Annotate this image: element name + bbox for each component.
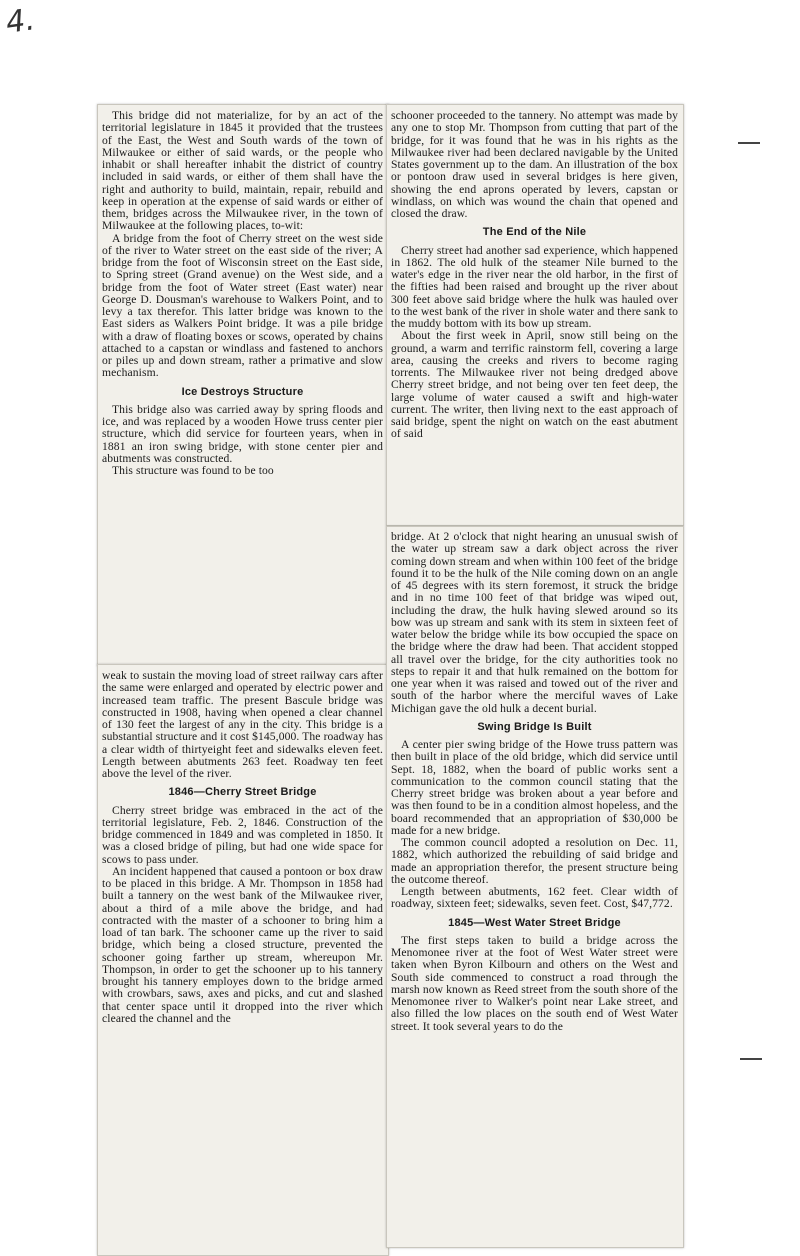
margin-mark-bottom bbox=[740, 1058, 762, 1060]
paragraph: A center pier swing bridge of the Howe truss pattern was then built in place of the old bridge, which did service until Sept. 18, 1882, when the board of public works sent a communication to the common council stating that the Cherry street bridge was broken about a year before and was then found to be in a condition almost hopeless, and the board recommended that an appropriation of $30,000 be made for a new bridge. bbox=[391, 738, 678, 837]
left-column-top bbox=[102, 110, 383, 477]
paragraph: Cherry street bridge was embraced in the act of the territorial legislature, Feb. 2, 1846. Construction of the bridge commenced in 1849 and was completed in 1850. It was a closed bridge of piling, but had one wide space for scows to pass under. bbox=[102, 803, 383, 866]
paragraph: This bridge did not materialize, for by an act of the territorial legislature in 1845 it provided that the trustees of the East, the West and South wards of the town of Milwaukee or either of said wards, or the people who inhabit or shall hereafter inhabit the district of country included in said wards, or either of them shall have the right and authority to build, maintain, repair, rebuild and keep in operation at the expense of said wards or either of them, bridges across the Milwaukee river, in the town of Milwaukee at the following places, to-wit: bbox=[102, 109, 383, 233]
paragraph: The common council adopted a resolution on Dec. 11, 1882, which authorized the rebuilding of said bridge and made an appropriation therefor, the present structure being the outcome thereof. bbox=[391, 836, 678, 886]
paragraph: Cherry street had another sad experience, which happened in 1862. The old hulk of the steamer Nile burned to the water's edge in the river near the old harbor, in the first of the fifties had been raised and brought up the river about 300 feet above said bridge where the hulk was hauled over to the west bank of the river in shole water and there sank to the muddy bottom with its bow up stream. bbox=[391, 243, 678, 330]
paragraph: An incident happened that caused a pontoon or box draw to be placed in this bridge. A Mr. Thompson in 1858 had built a tannery on the west bank of the Milwaukee river, about a third of a mile above the bridge, and had contracted with the master of a schooner to bring him a load of tan bark. The schooner came up the river to said bridge, which being a closed structure, prevented the schooner going farther up stream, whereupon Mr. Thompson, in order to get the schooner up to his tannery brought his tannery employes down to the bridge armed with crowbars, saws, axes and picks, and cut and slashed that center space until it dropped into the river which cleared the channel and the bbox=[102, 864, 383, 1025]
section-heading: Ice Destroys Structure bbox=[181, 385, 304, 398]
paragraph: The first steps taken to build a bridge across the Menomonee river at the foot of West Water street were taken when Byron Kilbourn and others on the West and South side commenced to construct a road through the marsh now known as Reed street from the south shore of the Menomonee river to Walker's point near Lake street, and also filled the low places on the south end of West Water street. It took several years to do the bbox=[391, 933, 678, 1033]
paragraph: schooner proceeded to the tannery. No attempt was made by any one to stop Mr. Thompson from cutting that part of the bridge, for it was found that he was in his rights as the Milwaukee river had been declared navigable by the United States government up to the dam. An illustration of the box or pontoon draw used in several bridges is here given, showing the end aprons operated by levers, capstan or windlass, on which was wound the chain that opened and closed the draw. bbox=[391, 109, 678, 220]
margin-mark-top bbox=[738, 142, 760, 144]
section-heading: 1845—West Water Street Bridge bbox=[448, 916, 621, 929]
section-heading: 1846—Cherry Street Bridge bbox=[168, 786, 317, 799]
page-number: 4. bbox=[3, 2, 37, 41]
paragraph: Length between abutments, 162 feet. Clear width of roadway, sixteen feet; sidewalks, seven feet. Cost, $47,772. bbox=[391, 885, 678, 911]
section-heading: Swing Bridge Is Built bbox=[477, 720, 592, 733]
paragraph: weak to sustain the moving load of street railway cars after the same were enlarged and operated by electric power and increased team traffic. The present Bascule bridge was constructed in 1908, having when opened a clear channel of 130 feet the largest of any in the city. This bridge is a substantial structure and it cost $145,000. The roadway has a clear width of thirtyeight feet and sidewalks eleven feet. Length between abutments 263 feet. Roadway ten feet above the level of the river. bbox=[102, 669, 383, 780]
paragraph: A bridge from the foot of Cherry street on the west side of the river to Water street on the east side of the river; A bridge from the foot of Wisconsin street on the East side, to Spring street (Grand avenue) on the West side, and a bridge from the foot of Water street (East water) near George D. Dousman's warehouse to Walkers Point, and to levy a tax therefor. This latter bridge was known to the East siders as Walkers Point bridge. It was a pile bridge with a draw of floating boxes or scows, operated by chains attached to a capstan or windlass and fastened to anchors or piles up and down stream, rather a primative and slow mechanism. bbox=[102, 231, 383, 380]
right-column-top bbox=[391, 110, 678, 441]
left-column-bottom bbox=[102, 670, 383, 1025]
right-column-bottom bbox=[391, 531, 678, 1033]
paragraph: This structure was found to be too bbox=[112, 464, 274, 477]
section-heading: The End of the Nile bbox=[482, 226, 587, 239]
paragraph: This bridge also was carried away by spring floods and ice, and was replaced by a wooden Howe truss center pier structure, which did service for fourteen years, when in 1881 an iron swing bridge, with stone center pier and abutments was constructed. bbox=[102, 402, 383, 465]
paragraph: bridge. At 2 o'clock that night hearing an unusual swish of the water up stream saw a dark object across the river coming down stream and when within 100 feet of the bridge found it to be the hulk of the Nile coming down on an angle of 45 degrees with its stern foremost, it struck the bridge and in no time 100 feet of that bridge was wiped out, including the draw, the hulk having slewed around so its bow was up stream and sank with its stem in sixteen feet of water below the bridge while its bow occupied the space on the bridge where the draw had been. That accident stopped all travel over the bridge, for the city authorities took no steps to repair it and that hulk remained on the bottom for one year when it was raised and towed out of the river and south of the harbor where the merciful waves of Lake Michigan gave the old hulk a decent burial. bbox=[391, 530, 678, 715]
paragraph: About the first week in April, snow still being on the ground, a warm and terrific rainstorm fell, covering a large area, causing the creeks and rivers to become raging torrents. The Milwaukee river not being dredged above Cherry street bridge, and not being over ten feet deep, the large volume of water caused a swift and high-water current. The writer, then living next to the east approach of said bridge, spent the night on watch on the east abutment of said bbox=[391, 329, 678, 441]
